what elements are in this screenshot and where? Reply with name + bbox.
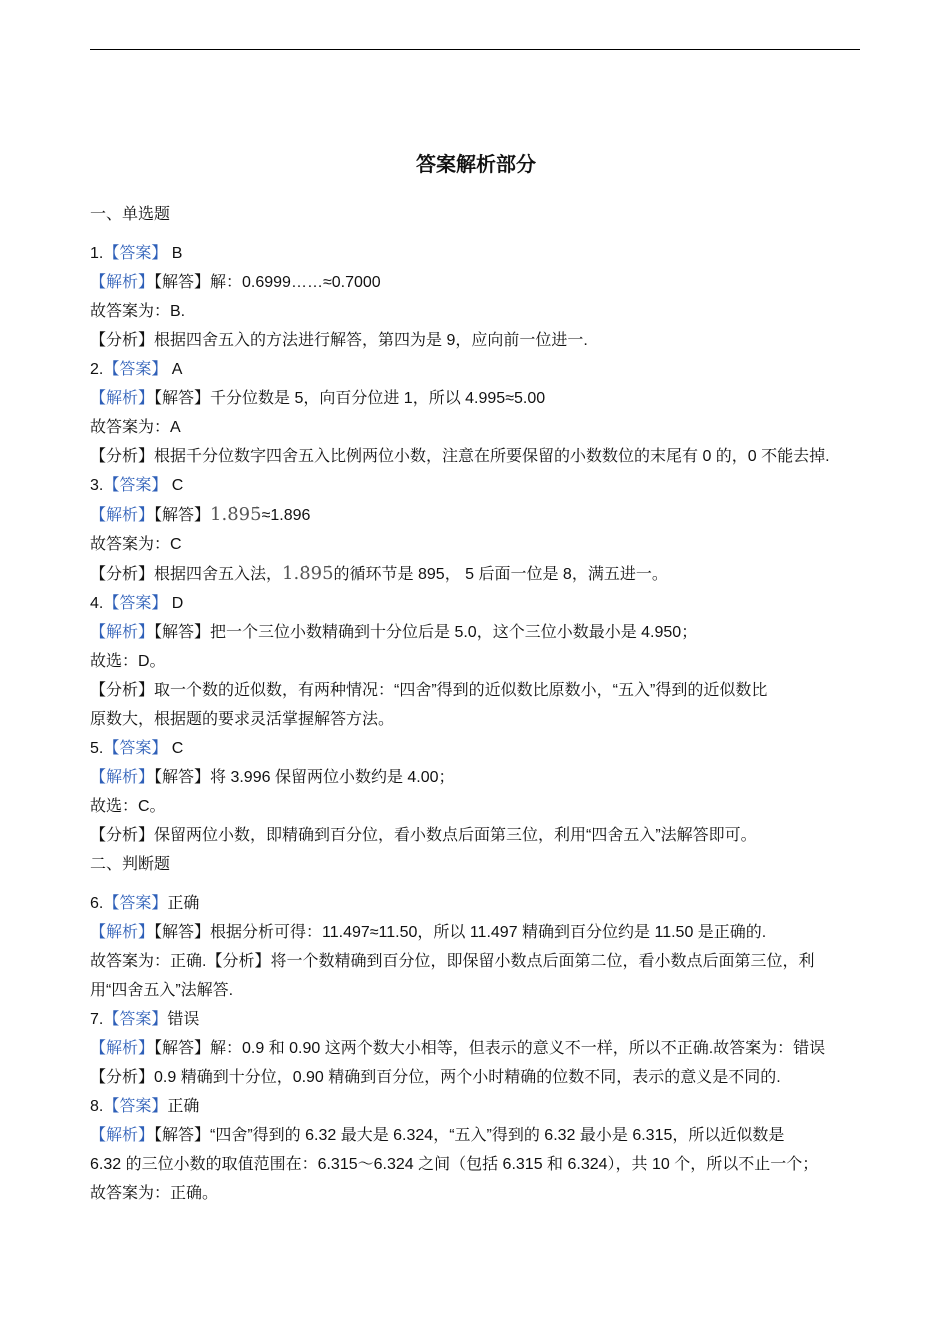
analysis-label: 【解析】: [90, 274, 155, 291]
header-rule: [90, 49, 860, 50]
answer-value: 正确: [167, 895, 200, 912]
solution-line: [90, 918, 862, 947]
answer-value: D: [167, 595, 184, 612]
answer-value: C: [167, 477, 184, 494]
answer-label: 【答案】: [103, 361, 168, 378]
solution-text: 【解答】: [154, 507, 211, 524]
analysis-label: 【解析】: [90, 1040, 155, 1057]
repeating-decimal: 1.8̇95̇: [210, 504, 262, 525]
question-number: 3.: [90, 477, 104, 494]
solution-text: 【解答】解：0.6999……≈0.7000: [154, 274, 381, 291]
analysis-text: 的循环节是 895， 5 后面一位是 8，满五进一。: [333, 566, 668, 583]
detail-line: 用“四舍五入”法解答.: [90, 982, 234, 999]
solution-text: 【解答】将 3.996 保留两位小数约是 4.00；: [154, 769, 455, 786]
question-number: 4.: [90, 595, 104, 612]
answer-value: C: [167, 740, 184, 757]
analysis-label: 【解析】: [90, 924, 155, 941]
answer-line: [90, 239, 862, 268]
question-number: 1.: [90, 245, 104, 262]
answer-value: 正确: [167, 1098, 200, 1115]
detail-line: 故选：C。: [90, 798, 166, 815]
question-number: 7.: [90, 1011, 104, 1028]
question-item: [90, 889, 862, 1005]
section-heading: 二、判断题: [90, 856, 171, 873]
question-item: [90, 1092, 862, 1208]
detail-line: 6.32 的三位小数的取值范围在：6.315～6.324 之间（包括 6.315 和 6.324），共 10 个，所以不止一个；: [90, 1156, 819, 1173]
detail-line: 故选：D。: [90, 653, 166, 670]
question-item: [90, 239, 862, 355]
question-item: [90, 589, 862, 734]
detail-line: 故答案为：A: [90, 419, 181, 436]
analysis-label: 【解析】: [90, 624, 155, 641]
answer-line: [90, 1005, 862, 1034]
question-number: 2.: [90, 361, 104, 378]
solution-line: [90, 384, 862, 413]
detail-line: 故答案为：B.: [90, 303, 186, 320]
solution-line: [90, 500, 862, 530]
repeating-decimal: 1.8̇95̇: [282, 563, 334, 584]
answer-key-body: [90, 150, 862, 1208]
answer-label: 【答案】: [103, 477, 168, 494]
question-item: [90, 355, 862, 471]
answer-line: [90, 355, 862, 384]
answer-label: 【答案】: [103, 595, 168, 612]
detail-line: 故答案为：正确.【分析】将一个数精确到百分位，即保留小数点后面第二位，看小数点后面第三位，利: [90, 953, 815, 970]
solution-text: 【解答】把一个三位小数精确到十分位后是 5.0，这个三位小数最小是 4.950；: [154, 624, 698, 641]
detail-line: 故答案为：正确。: [90, 1185, 219, 1202]
solution-text: 【解答】解：0.9 和 0.90 这两个数大小相等，但表示的意义不一样，所以不正确.故答案为：错误: [154, 1040, 826, 1057]
answer-value: 错误: [167, 1011, 200, 1028]
analysis-line: [90, 559, 862, 589]
answer-line: [90, 734, 862, 763]
question-number: 8.: [90, 1098, 104, 1115]
solution-text: 【解答】“四舍”得到的 6.32 最大是 6.324，“五入”得到的 6.32 最小是 6.315，所以近似数是: [154, 1127, 785, 1144]
page-title: 答案解析部分: [416, 154, 536, 176]
answer-line: [90, 889, 862, 918]
analysis-label: 【解析】: [90, 390, 155, 407]
solution-text: 【解答】根据分析可得：11.497≈11.50，所以 11.497 精确到百分位约是 11.50 是正确的.: [154, 924, 767, 941]
analysis-label: 【解析】: [90, 507, 155, 524]
detail-line: 【分析】0.9 精确到十分位，0.90 精确到百分位，两个小时精确的位数不同，表示的意义是不同的.: [90, 1069, 781, 1086]
section-heading: 一、单选题: [90, 206, 171, 223]
analysis-label: 【解析】: [90, 1127, 155, 1144]
solution-result: ≈1.896: [261, 507, 311, 524]
answer-value: B: [167, 245, 183, 262]
answer-label: 【答案】: [103, 1011, 168, 1028]
analysis-text: 【分析】根据四舍五入法，: [90, 566, 283, 583]
solution-text: 【解答】千分位数是 5，向百分位进 1，所以 4.995≈5.00: [154, 390, 546, 407]
answer-label: 【答案】: [103, 245, 168, 262]
answer-label: 【答案】: [103, 1098, 168, 1115]
question-item: [90, 471, 862, 589]
question-number: 5.: [90, 740, 104, 757]
solution-line: [90, 618, 862, 647]
solution-line: [90, 763, 862, 792]
answer-line: [90, 1092, 862, 1121]
answer-line: [90, 471, 862, 500]
question-number: 6.: [90, 895, 104, 912]
answer-line: [90, 589, 862, 618]
question-item: [90, 1005, 862, 1092]
detail-line: 原数大，根据题的要求灵活掌握解答方法。: [90, 711, 395, 728]
detail-line: 【分析】根据四舍五入的方法进行解答，第四为是 9，应向前一位进一.: [90, 332, 588, 349]
detail-line: 【分析】取一个数的近似数，有两种情况：“四舍”得到的近似数比原数小，“五入”得到的近似数比: [90, 682, 768, 699]
detail-line: 【分析】根据千分位数字四舍五入比例两位小数，注意在所要保留的小数数位的末尾有 0 的，0 不能去掉.: [90, 448, 830, 465]
analysis-label: 【解析】: [90, 769, 155, 786]
answer-value: A: [167, 361, 183, 378]
detail-line: 故答案为：C: [90, 536, 182, 553]
detail-line: 【分析】保留两位小数，即精确到百分位，看小数点后面第三位，利用“四舍五入”法解答即可。: [90, 827, 757, 844]
solution-line: [90, 268, 862, 297]
question-item: [90, 734, 862, 850]
solution-line: [90, 1034, 862, 1063]
answer-label: 【答案】: [103, 895, 168, 912]
answer-label: 【答案】: [103, 740, 168, 757]
solution-line: [90, 1121, 862, 1150]
